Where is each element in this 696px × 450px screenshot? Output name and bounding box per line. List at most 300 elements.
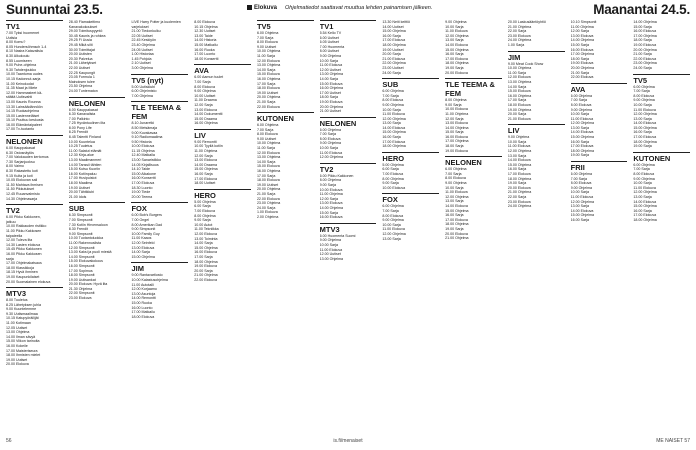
program-entry: 13.00 Ohjelma — [6, 330, 30, 335]
program-entry: 22.00 Uutiset — [68, 65, 90, 70]
program-entry: 10.00 Elokuva — [131, 144, 155, 149]
program-entry: 18.00 Maailma — [68, 181, 93, 185]
page-number-left: 56 — [6, 438, 12, 444]
channel-heading: TV5 (nyt) — [131, 74, 188, 85]
program-entry: 12.00 Tuleva ilta — [6, 238, 33, 243]
program-entry: 14.30 Lasten elokuva — [6, 242, 41, 247]
program-entry: 12.00 Elokuva — [256, 58, 280, 63]
listing-column — [320, 20, 377, 434]
program-entry: 18.00 Ohjelma — [382, 144, 406, 149]
page-number-right: ME NAISET 57 — [656, 438, 690, 444]
program-entry: 7.00 Sarja — [382, 93, 399, 98]
program-entry: 10.00 Elokuva — [445, 107, 468, 112]
program-entry: 18.00 Sarja — [570, 56, 589, 61]
program-entry: taipaleella — [6, 233, 23, 238]
program-entry: 8.55 Luumiseen — [6, 58, 32, 63]
channel-heading: NELONEN — [445, 156, 502, 167]
program-entry: 16.00 Sarja — [382, 33, 401, 38]
program-entry: 19.00 Uutisankat — [68, 277, 96, 282]
listing-column — [445, 20, 502, 434]
program-entry: 6.00 Ohjelma — [319, 127, 342, 132]
program-entry: 15.00 Ohjelma — [382, 130, 406, 135]
film-icon — [247, 5, 252, 10]
program-entry: 11.00 Sarja — [507, 70, 526, 75]
program-entry: 20.00 Suomalainen elokuva — [6, 279, 51, 284]
program-entry: 8.50 Metsämaja — [131, 125, 158, 130]
program-entry: 8.00 Vaimo — [6, 164, 24, 169]
program-entry: 11.00 Elokuva — [633, 185, 656, 190]
program-entry: 8.00 Amerikan Dad — [131, 222, 163, 227]
program-entry: 8.00 Elokuva — [319, 136, 341, 141]
program-entry: 12.00 Sarja — [194, 153, 213, 158]
program-entry: 11.00 Kaaos — [131, 236, 152, 241]
program-entry: 9.00 Ohjelma — [319, 53, 342, 58]
program-entry: 6.00 Sarja — [382, 167, 399, 172]
program-entry: 12.00 Simpsonit — [68, 245, 95, 250]
program-entry: 16.00 Sarja — [445, 213, 464, 218]
program-entry: 11.00 Sarja — [256, 53, 276, 58]
program-entry: 7.30 Sarjanjuoksu — [6, 159, 35, 164]
program-entry: 18.00 Konsertti — [194, 56, 219, 61]
program-entry: 23.05 Formula 1 — [68, 75, 95, 80]
channel-heading: HERO — [194, 189, 251, 200]
program-entry: 12.00 Elokuva — [194, 231, 217, 236]
program-entry: 9.00 Ohjelma — [570, 107, 592, 112]
program-entry: 15.00 Ohjelma — [445, 208, 469, 213]
channel-heading: FRII — [571, 161, 628, 172]
program-entry: 24.00 Ohjelma — [507, 38, 532, 43]
program-entry: 20.00 Elokuva — [507, 185, 531, 190]
program-entry: 6.00 Uutiset — [319, 35, 339, 40]
program-entry: 21.00 Lähetykset — [68, 61, 97, 66]
program-entry: 12.00 Uutiset — [319, 252, 341, 257]
channel-heading: TV1 — [6, 20, 63, 31]
program-entry: 16.00 Ohjelma — [194, 121, 218, 126]
program-entry: 18.00 Ohjelma — [570, 148, 594, 153]
program-entry: 13.00 Ohjelma — [256, 63, 281, 68]
listing-column — [571, 20, 628, 434]
program-entry: 10.00 Elokuva — [319, 187, 343, 192]
program-entry: 14.00 Ohjelma — [570, 38, 594, 43]
program-entry: 29.45 Mikä silti — [68, 42, 93, 47]
program-entry: 16.00 Kotiinpaluu — [68, 171, 97, 176]
channel-heading: TV1 — [320, 20, 377, 31]
program-entry: 19.00 Kaupunkilaiset — [6, 274, 40, 279]
program-entry: 17.00 Maisteriseura — [6, 348, 38, 353]
program-entry: 15.00 Aikakone — [131, 171, 157, 176]
channel-heading: TV2 — [320, 163, 377, 174]
program-entry: 10.00 Sarja — [445, 185, 464, 190]
program-entry: 12.00 Ohjelma — [382, 116, 406, 121]
program-entry: 8.25 Frendit — [68, 130, 88, 135]
program-entry: 17.00 Elokuva — [507, 172, 531, 177]
program-entry: 16.00 Elokuva — [445, 134, 468, 139]
program-entry: 11.00 Elokuva — [382, 227, 405, 232]
program-entry: 11.00 Ohjelma — [319, 192, 343, 197]
program-entry: 11.00 Ohjelma — [194, 149, 218, 154]
program-entry: 17.00 Huvipuistot — [68, 176, 97, 181]
program-entry: 19.00 Uutiset — [6, 357, 28, 362]
program-entry: 20.00 Ohjelma — [570, 65, 594, 70]
program-entry: 9.00 Sarja — [319, 183, 337, 188]
program-entry: 16.00 Elokuva — [633, 29, 657, 34]
program-entry: 8.10 Nasira Katavalisia — [6, 49, 43, 54]
program-entry: 19.00 Ohjelma — [507, 107, 532, 112]
program-entry: 10.00 Sarja — [382, 222, 401, 227]
program-entry: 15.00 Ohjelma — [194, 245, 218, 250]
program-entry: 19.00 Sarja — [445, 226, 464, 231]
footer-url: is.fi/menaiset — [333, 438, 363, 444]
program-entry: 17.00 Matkailu — [131, 310, 155, 315]
tagline: Ohjelmatiedot saattavat muuttua lehden painamisen jälkeen. — [285, 5, 433, 11]
program-entry: 14.10 Taide — [131, 167, 150, 172]
program-entry: 14.00 Elokuva — [445, 42, 468, 47]
program-entry: 12.00 Sarja — [570, 29, 589, 34]
program-entry: 21.00 Elokuva — [382, 56, 406, 61]
program-entry: 7.00 Sarja — [633, 89, 650, 94]
program-entry: 5.00 Ohjelma — [382, 162, 404, 167]
program-entry: 6.00 Ohjelma — [633, 84, 655, 89]
program-entry: 9.00 Simpsonit — [68, 231, 93, 236]
program-entry: 17.00 Elokuva — [445, 56, 468, 61]
program-entry: 13.00 Elokuva — [445, 121, 468, 126]
program-entry: 22.00 Elokuva — [570, 75, 594, 80]
program-entry: 11.00 Tekniikka — [194, 227, 219, 232]
program-entry: 23.00 Elokuva — [507, 199, 531, 204]
program-entry: 12.00 Hammasteet kä- — [6, 90, 43, 95]
program-entry: 6.00 Kauppakasat — [6, 146, 35, 151]
program-entry: 13.30 Neiti keittiö — [382, 20, 410, 24]
channel-heading: TLE TEEMA & FEM — [445, 78, 502, 98]
program-entry: 10.00 Sarja — [633, 181, 652, 186]
program-entry: 16.00 Ruoka — [194, 47, 215, 52]
program-entry: 17.00 Luonto — [194, 52, 216, 57]
program-entry: 19.00 Elokuva — [194, 264, 217, 269]
program-entry: 16.00 Sarja — [570, 139, 589, 144]
program-entry: 8.00 Elokuva — [445, 176, 466, 181]
program-entry: 14.00 Elokuva — [633, 121, 657, 126]
program-entry: 17.00 Elokuva — [194, 176, 217, 181]
program-entry: 9.00 Ohjelma — [319, 238, 342, 243]
program-entry: 8.00 Komu? — [6, 40, 26, 45]
program-entry: 12.00 Ohjelma — [507, 149, 532, 154]
listing-column — [131, 20, 188, 434]
program-entry: 18.00 Sarja — [445, 144, 464, 149]
program-entry: 17.00 Ohjelma — [445, 139, 469, 144]
program-entry: LIVE Harry Potter ja kuolemien varjelukset — [131, 20, 181, 29]
program-entry: 13.00 Sarja — [507, 153, 527, 158]
program-entry: 6.00 Ohjelma — [633, 162, 655, 167]
program-entry: 14.30 Ohjelmasarja — [6, 196, 38, 201]
program-entry: 15.00 Elokuva — [256, 72, 280, 77]
program-entry: 15.00 Ohjelma — [633, 204, 657, 209]
program-entry: 13.00 Sarja — [445, 38, 464, 43]
program-entry: 13.00 Sarja — [633, 116, 652, 121]
program-entry: 7.25 Hyväntuulinen ilta — [68, 121, 106, 126]
program-entry: 20.00 Elokuva — [445, 231, 468, 236]
program-entry: 19.00 Tiede — [131, 190, 151, 195]
program-entry: 13.00 Kaunis Rounna — [6, 99, 41, 104]
program-entry: 9.15 Kulta ja koti — [6, 173, 33, 178]
program-entry: 13.00 Sarja — [382, 236, 401, 241]
program-entry: 24.00 Sarja — [256, 205, 276, 210]
program-entry: 7.00 Ongel — [131, 218, 150, 222]
program-entry: 24.05 Uutiset — [131, 47, 153, 52]
program-entry: 5.00 Ohjelma — [194, 199, 216, 204]
program-entry: 16.00 Luonto — [131, 305, 153, 310]
program-entry: 18.30 Luonto — [131, 185, 153, 190]
program-entry: 14.00 Draama — [194, 162, 217, 167]
program-entry: 23.00 Elokuva — [68, 296, 92, 301]
program-entry: 9.00 Kuvakavaa — [131, 130, 158, 135]
program-entry: 15.00 Elokuva — [319, 81, 343, 86]
channel-heading: AVA — [194, 64, 251, 75]
program-entry: 12.40 Matkalla — [131, 153, 155, 158]
program-entry: 18.15 Hyvä ihminen — [6, 270, 38, 275]
channel-heading: MTV3 — [320, 223, 377, 234]
brand-label — [247, 5, 277, 11]
program-entry: 7.00 Tyksi huomenet — [6, 31, 40, 35]
program-entry: 16.00 Elokuva — [570, 47, 594, 52]
program-entry: 9.00 Ohjelma — [633, 98, 655, 103]
program-entry: 20.00 Sarja — [194, 268, 213, 273]
program-entry: 8.45 Talentti Finland — [68, 135, 101, 140]
program-entry: 11.15 Ohjelma — [131, 148, 155, 153]
channel-heading: TV5 — [257, 20, 314, 31]
program-entry: 15.00 Ohjelma — [570, 213, 594, 218]
channel-heading: SUB — [69, 202, 126, 213]
program-entry: 9.00 Simpsonit — [131, 227, 156, 232]
program-entry: 14.00 Tanssii tähtien — [68, 162, 102, 167]
program-entry: 6.00 Ohjelma — [256, 31, 279, 35]
program-entry: 10.00 Sarja — [382, 107, 401, 112]
program-entry: 19.00 Sarja — [445, 65, 464, 70]
program-entry: 9.00 Remontti — [194, 139, 217, 144]
listing-column — [633, 20, 690, 434]
program-entry: 8.05 Hundersöhmsch 1-4 — [6, 44, 47, 49]
program-entry: 18.00 Sarja — [633, 38, 652, 43]
program-entry: 3.00 Ohjelma — [131, 65, 153, 70]
program-entry: 12.00 Sarja — [445, 116, 464, 121]
program-entry: 12.00 Elokuva — [256, 150, 280, 155]
program-entry: 13.00 Sanaristikko — [131, 158, 162, 163]
program-entry: 21.30 Ohjelma — [68, 286, 93, 291]
program-entry: 6.00 Bob's Burgers — [131, 213, 162, 218]
program-entry: 10.00 Autot — [194, 222, 213, 227]
channel-heading: LIV — [508, 124, 565, 135]
program-entry: 14.00 Remontti — [131, 296, 156, 301]
program-entry: 15.00 Ohjelma — [507, 162, 532, 167]
program-entry: 22.00 Sarja — [507, 195, 527, 199]
program-entry: 23.40 Ohjelma — [131, 42, 155, 47]
program-entry: 14.00 Elokuva — [633, 199, 657, 204]
program-entry: 13.00 Sarja — [570, 204, 589, 209]
program-entry: 11.00 Rakennuslista — [68, 240, 102, 245]
program-entry: 17.00 Elokuva — [633, 135, 657, 140]
program-entry: 12.00 Ohjelma — [633, 190, 657, 195]
program-entry: 6.00 Sarja — [194, 204, 211, 209]
program-entry: 16.00 Konsertti — [131, 176, 156, 181]
program-entry: 15.10 Puuttuu keskusta — [6, 118, 44, 123]
program-entry: 11.00 Kotimaan — [6, 321, 31, 326]
program-entry: 18.00 Sarja — [319, 95, 339, 100]
program-entry: 22.00 Elokuva — [194, 277, 217, 282]
program-entry: 14.00 Ohjelma — [445, 125, 469, 130]
program-entry: 20.00 Ohjelma — [319, 104, 344, 109]
program-entry: 8.00 Elokuva — [194, 84, 215, 89]
program-entry: 22.25 Kaupungit — [68, 70, 95, 75]
program-entry: 10.00 Elokuva — [382, 185, 406, 190]
program-entry: 18.00 Ohjelma — [633, 139, 657, 144]
program-entry: 10.00 Sarja — [445, 24, 464, 29]
program-entry: 11.00 Elokuva — [445, 29, 468, 34]
program-entry: 22.05 Uutiset — [131, 33, 153, 38]
program-entry: 6.00 Pikku Kakkonen — [319, 173, 354, 178]
page-footer — [0, 437, 696, 449]
program-entry: 10.05 Elokuvan sali — [6, 178, 38, 183]
program-entry: 6.30 Simpsonit — [68, 213, 93, 218]
program-entry: 7.00 Sarja — [445, 171, 462, 176]
program-entry: 11.00 Elokuva — [319, 150, 343, 155]
program-entry: 14.00 Sarja — [319, 76, 339, 81]
program-entry: 13.00 Elokuva — [194, 107, 217, 112]
program-entry: 24.00 Sarja — [633, 65, 652, 70]
program-entry: 17.00 Sarja — [507, 98, 527, 103]
program-entry: 15.00 Elokuvakokous — [68, 259, 103, 264]
program-entry: 6.00 Ohjelma — [570, 93, 592, 98]
program-entry: sarja — [6, 256, 14, 261]
program-entry: 18.00 Ohjelma — [445, 61, 469, 66]
program-entry: 21.00 Ohjelma — [445, 236, 469, 241]
listing-column — [382, 20, 439, 434]
program-entry: 7.00 Sarja — [570, 98, 587, 103]
program-entry: 8.00 Elokuva — [256, 40, 278, 45]
program-entry: 16.00 Ohjelma — [319, 86, 344, 91]
program-entry: 18.00 Ohjelma — [507, 176, 532, 181]
channel-heading: NELONEN — [69, 97, 126, 108]
program-entry: 1.45 Pohjola — [131, 56, 152, 61]
program-entry: 19.00 Sarja — [570, 153, 589, 158]
program-entry: 15.00 Lastenneläiset — [6, 113, 40, 118]
program-entry: 12.00 Elokuva — [507, 75, 531, 80]
channel-heading: JIM — [131, 262, 188, 273]
program-entry: 10.15 Katupyöräilijät — [6, 316, 39, 321]
program-entry: 6.00 Ohjelmisto — [131, 89, 157, 94]
program-entry: 21.00 Sarja — [256, 192, 276, 196]
program-entry: 15.00 Sarja — [633, 24, 652, 29]
program-entry: 8.00 Uutiset — [319, 49, 339, 54]
program-entry: 21.00 Sarja — [633, 52, 652, 57]
program-entry: 13.00 Sarja — [382, 121, 401, 126]
program-entry: 22.00 Elokuva — [633, 56, 657, 61]
program-entry: 9.00 Uutiset — [256, 136, 277, 141]
channel-heading: AVA — [571, 83, 628, 94]
program-entry: sitäitä Uutisvahti — [6, 95, 33, 100]
program-entry: 13.00 Elokuva — [194, 158, 217, 163]
program-entry: 24.00 Tuntematon — [68, 88, 98, 93]
program-entry: 15.00 Kutsu Kuoriin — [68, 167, 101, 172]
program-entry: 20.00 Uutisten — [68, 52, 92, 57]
program-entry: 16.00 Sarja — [633, 130, 652, 135]
program-entry: 19.00 Uutiset — [256, 90, 279, 95]
program-entry: 13.00 Sarja — [570, 125, 589, 130]
channel-heading: TV5 — [633, 74, 690, 85]
program-entry: 8.10 Junaretki — [131, 121, 155, 126]
program-entry: 5.00 Uutisklubi — [131, 84, 156, 89]
program-entry: 14.00 Uutiset — [382, 24, 404, 29]
program-entry: 17.00 Elokuva — [382, 38, 406, 43]
program-entry: 18.00 Elokuva — [256, 178, 280, 183]
program-entry: 9.10 Radiomaailma — [131, 135, 163, 140]
program-entry: 9.00 Ohjelma — [507, 135, 530, 140]
program-entry: 15.45 Pikku Kakkonen — [6, 247, 42, 252]
program-entry: 15.00 Sarja — [445, 130, 464, 135]
program-entry: 22.00 Elokuva — [256, 196, 280, 201]
program-entry: 17.00 Uutiset — [319, 90, 341, 95]
program-entry: 12.00 Korjaamo — [131, 287, 157, 292]
channel-heading: FOX — [131, 202, 188, 213]
program-entry: 10.00 Sarja — [570, 112, 589, 117]
program-entry: 7.00 Sarja — [256, 127, 274, 132]
program-entry: 22.00 Ohjelma — [382, 61, 406, 66]
program-entry: 17.00 Elokuva — [382, 139, 406, 144]
program-entry: 12.30 Kirja-alue — [68, 153, 94, 158]
program-entry: 7.00 Sarja — [256, 35, 274, 40]
program-entry: 19.00 Uutiset — [256, 182, 279, 187]
program-entry: 23.50 Ohjelma — [68, 84, 93, 89]
program-entry: 20.00 Elokuva: Hyvä ilta — [68, 282, 108, 287]
program-entry: 14.00 Sarja — [256, 67, 276, 72]
program-entry: 12.00 Ohjelma — [445, 194, 469, 199]
program-entry: 12.00 Sarja — [319, 196, 339, 201]
program-entry: 17.00 Elokuva — [131, 181, 155, 186]
program-entry: 18.00 Ohjelma — [382, 42, 406, 47]
program-entry: 10.00 Ohjelma — [256, 49, 281, 54]
program-entry: 7.00 Sarja — [194, 79, 211, 84]
program-entry: 19.00 Elokuva — [445, 148, 468, 153]
program-entry: 8.00 Elokuva — [256, 132, 278, 137]
program-entry: 13.00 Sarja — [445, 199, 464, 204]
program-entry: 9.00 Puhe-ohjelma — [6, 63, 37, 68]
program-entry: 7.00 Huomenta — [319, 44, 345, 49]
program-entry: 16.00 Sarja — [633, 208, 652, 213]
program-entry: 21.00 Ohjelma — [194, 273, 218, 278]
program-entry: 20.00 Ohjelma — [256, 95, 281, 100]
program-entry: 18.00 Ohjelma — [633, 217, 657, 222]
program-entry: 17.00 Sarja — [256, 173, 276, 178]
program-entry: 11.00 Elokuva — [445, 190, 468, 195]
program-entry: 9.00 Meat Cook Show — [507, 61, 544, 66]
program-entry: 6.00 Ohjelma — [570, 172, 592, 177]
program-entry: 7.00 Simpsonit — [68, 217, 93, 222]
channel-heading: KUTONEN — [257, 112, 314, 123]
program-entry: 5.54 Kello TV — [319, 31, 342, 35]
program-entry: 18.00 Simpsonit — [68, 273, 95, 278]
program-entry: 16.00 Sarja — [382, 135, 401, 140]
program-entry: 10.00 Sarja — [570, 190, 589, 195]
program-entry: 20.30 Palvelua — [68, 56, 93, 61]
program-entry: 18.00 Elokuva — [131, 314, 155, 319]
program-entry: 11.50 Pikkutukset — [6, 187, 35, 192]
program-entry: 16.00 Pikku Kakkosen — [6, 251, 42, 256]
program-entry: 16.00 Sarja — [570, 217, 589, 222]
program-entry: 6.00 Ohjelma — [382, 89, 404, 94]
program-entry: 7.00 Valokauden kertomus — [6, 155, 49, 160]
program-entry: 15.00 Elokuva — [256, 164, 280, 169]
program-entry: 1.00 Elokuva — [256, 210, 278, 215]
program-entry: 9.00 Sarja — [445, 102, 462, 107]
program-entry: 15.00 Ohjelma — [194, 167, 218, 172]
